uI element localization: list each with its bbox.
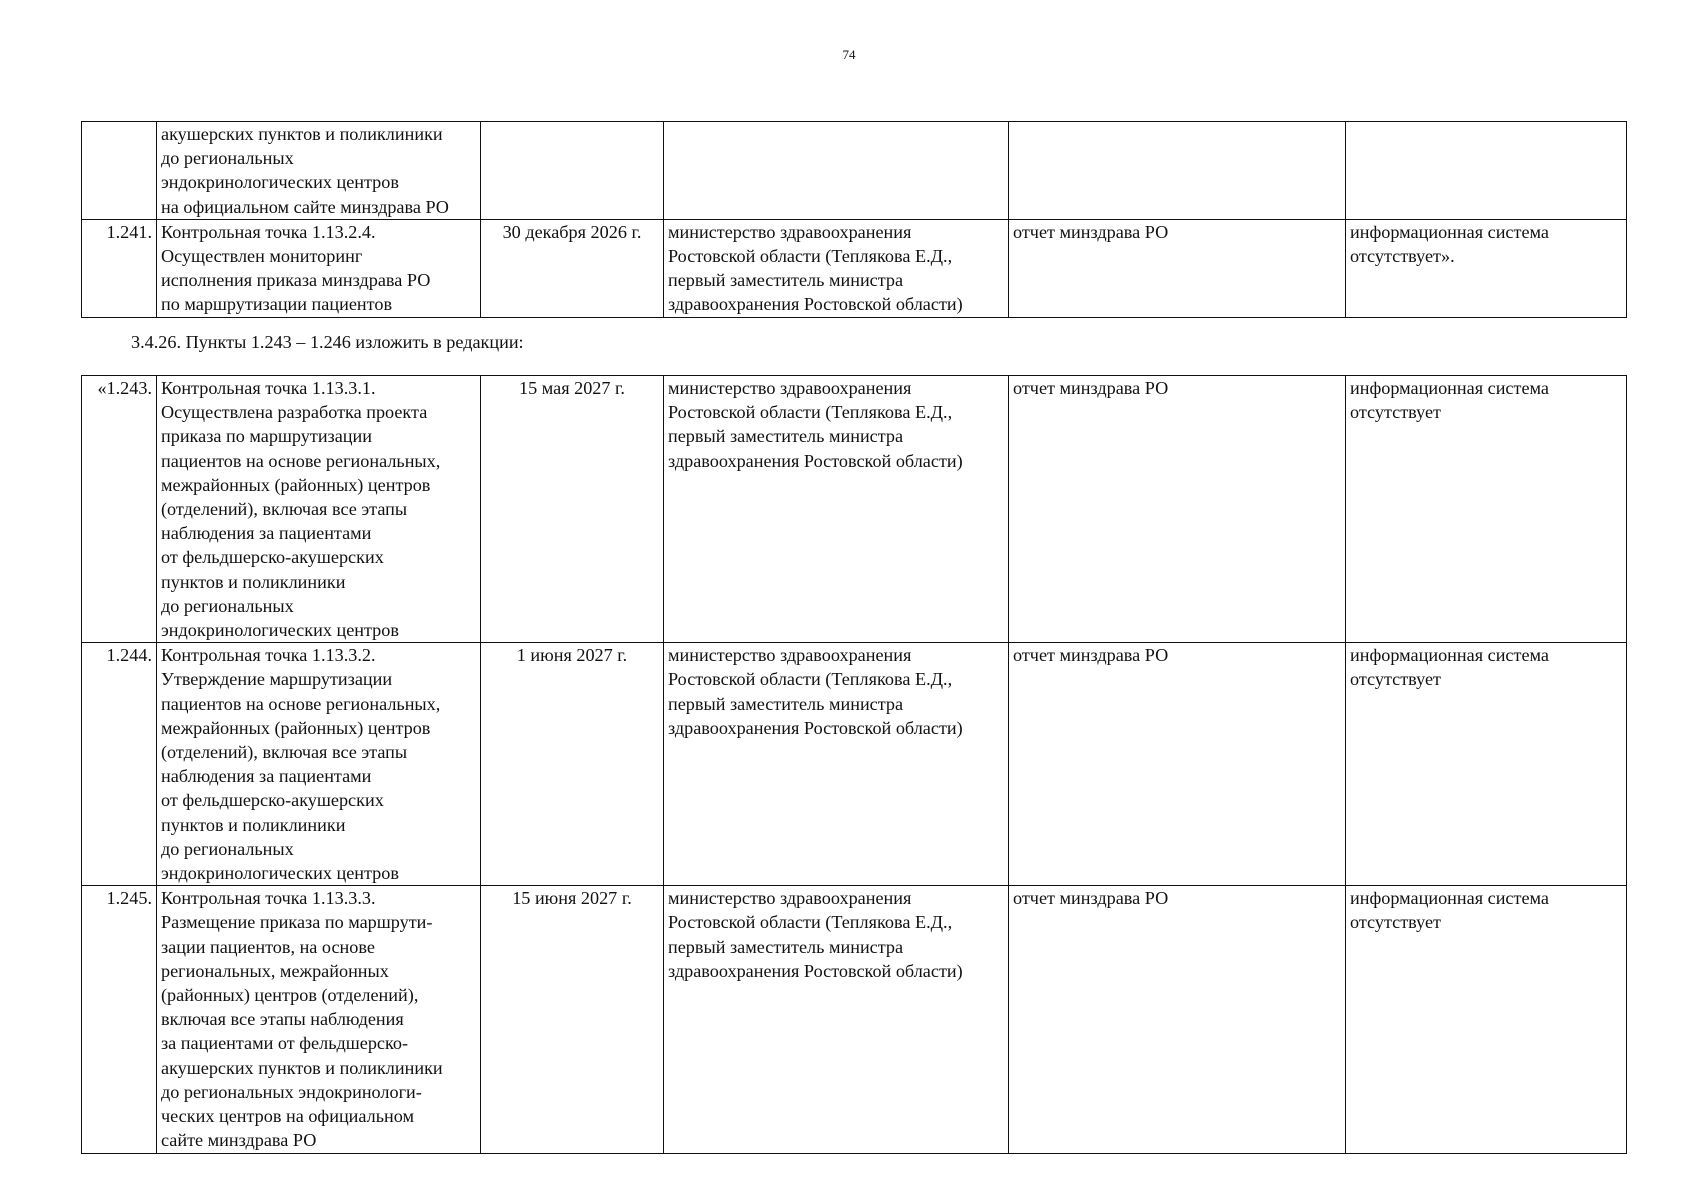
item-responsible-line: министерство здравоохранения (668, 378, 912, 398)
item-description-line: (отделений), включая все этапы (161, 499, 408, 520)
item-responsible-line: здравоохранения Ростовской области) (668, 294, 963, 315)
item-description-line: пунктов и поликлиники (161, 571, 346, 592)
item-deadline (481, 122, 664, 220)
item-responsible-line: здравоохранения Ростовской области) (668, 717, 963, 738)
item-document: отчет минздрава РО (1009, 886, 1346, 1153)
item-description-line: ческих центров на официальном (161, 1106, 415, 1127)
item-description (157, 376, 481, 643)
table-row (82, 219, 1627, 317)
item-information-system-line: информационная система (1350, 378, 1549, 398)
item-description-line: эндокринологических центров (161, 172, 399, 193)
item-description (157, 219, 481, 317)
item-document (1009, 122, 1346, 220)
table-row (82, 122, 1627, 220)
item-description-line: зации пациентов, на основе (161, 936, 375, 957)
item-responsible-line: здравоохранения Ростовской области) (668, 960, 963, 981)
item-description-line: пунктов и поликлиники (161, 814, 346, 835)
section-note: 3.4.26. Пункты 1.243 – 1.246 изложить в редакции: (131, 332, 524, 352)
item-responsible (664, 219, 1009, 317)
item-deadline: 15 мая 2027 г. (481, 376, 664, 643)
item-description-line: эндокринологических центров (161, 863, 399, 884)
item-deadline: 1 июня 2027 г. (481, 643, 664, 886)
plan-table-new-edition (81, 375, 1627, 1154)
item-information-system-line: информационная система (1350, 221, 1549, 242)
item-number: «1.243. (82, 376, 157, 643)
item-information-system (1346, 219, 1627, 317)
item-description-line: включая все этапы наблюдения (161, 1009, 404, 1030)
item-responsible-line: министерство здравоохранения (668, 645, 912, 666)
item-responsible (664, 122, 1009, 220)
item-description-line: Контрольная точка 1.13.3.1. (161, 378, 376, 398)
item-description-line: на официальном сайте минздрава РО (161, 196, 449, 217)
item-number: 1.241. (82, 219, 157, 317)
item-deadline: 30 декабря 2026 г. (481, 219, 664, 317)
item-information-system (1346, 886, 1627, 1153)
item-responsible-line: Ростовской области (Теплякова Е.Д., (668, 246, 953, 267)
item-number: 1.245. (82, 886, 157, 1153)
item-description-line: (отделений), включая все этапы (161, 742, 408, 763)
item-information-system-line: информационная система (1350, 888, 1549, 909)
item-description-line: исполнения приказа минздрава РО (161, 270, 431, 291)
item-description-line: пациентов на основе региональных, (161, 693, 441, 714)
item-description-line: до региональных эндокринологи- (161, 1081, 422, 1102)
item-description-line: за пациентами от фельдшерско- (161, 1033, 409, 1054)
item-description (157, 122, 481, 220)
item-description-line: наблюдения за пациентами (161, 766, 372, 787)
table-row (82, 643, 1627, 886)
item-responsible-line: Ростовской области (Теплякова Е.Д., (668, 912, 953, 933)
item-information-system-line: отсутствует (1350, 402, 1441, 423)
item-description-line: Утверждение маршрутизации (161, 669, 393, 690)
item-responsible-line: первый заместитель министра (668, 693, 904, 714)
item-description-line: наблюдения за пациентами (161, 523, 372, 544)
item-description-line: пациентов на основе региональных, (161, 450, 441, 471)
item-description-line: региональных, межрайонных (161, 960, 389, 981)
item-information-system-line: информационная система (1350, 645, 1549, 666)
item-description-line: Контрольная точка 1.13.3.3. (161, 888, 376, 909)
table-row (82, 376, 1627, 643)
item-description-line: Осуществлена разработка проекта (161, 402, 428, 423)
item-description-line: от фельдшерско-акушерских (161, 547, 384, 568)
item-responsible-line: Ростовской области (Теплякова Е.Д., (668, 402, 953, 423)
plan-table-continued (81, 121, 1627, 318)
item-description-line: акушерских пунктов и поликлиники (161, 124, 443, 144)
item-responsible-line: первый заместитель министра (668, 426, 904, 447)
item-information-system-line: отсутствует (1350, 669, 1441, 690)
item-description-line: Контрольная точка 1.13.3.2. (161, 645, 376, 666)
item-responsible-line: министерство здравоохранения (668, 221, 912, 242)
item-description-line: межрайонных (районных) центров (161, 717, 431, 738)
item-information-system-line: отсутствует». (1350, 246, 1455, 267)
item-responsible-line: первый заместитель министра (668, 936, 904, 957)
item-description-line: Осуществлен мониторинг (161, 246, 363, 267)
item-document: отчет минздрава РО (1009, 219, 1346, 317)
item-responsible-line: здравоохранения Ростовской области) (668, 450, 963, 471)
item-number (82, 122, 157, 220)
item-description (157, 886, 481, 1153)
item-document: отчет минздрава РО (1009, 376, 1346, 643)
item-responsible-line: министерство здравоохранения (668, 888, 912, 909)
item-description-line: Контрольная точка 1.13.2.4. (161, 221, 376, 242)
item-responsible (664, 643, 1009, 886)
item-information-system-line: отсутствует (1350, 912, 1441, 933)
item-description-line: до региональных (161, 148, 294, 169)
item-information-system (1346, 643, 1627, 886)
item-description-line: до региональных (161, 595, 294, 616)
item-description-line: Размещение приказа по маршрути- (161, 912, 433, 933)
item-description-line: эндокринологических центров (161, 620, 399, 641)
item-description-line: по маршрутизации пациентов (161, 294, 393, 315)
item-description-line: от фельдшерско-акушерских (161, 790, 384, 811)
item-description (157, 643, 481, 886)
item-number: 1.244. (82, 643, 157, 886)
item-description-line: межрайонных (районных) центров (161, 474, 431, 495)
item-responsible-line: Ростовской области (Теплякова Е.Д., (668, 669, 953, 690)
item-description-line: приказа по маршрутизации (161, 426, 373, 447)
item-responsible-line: первый заместитель министра (668, 270, 904, 291)
item-responsible (664, 886, 1009, 1153)
table-row (82, 886, 1627, 1153)
item-description-line: сайте минздрава РО (161, 1130, 317, 1151)
item-description-line: до региональных (161, 838, 294, 859)
item-description-line: (районных) центров (отделений), (161, 985, 419, 1006)
item-information-system (1346, 122, 1627, 220)
item-description-line: акушерских пунктов и поликлиники (161, 1057, 443, 1078)
item-deadline: 15 июня 2027 г. (481, 886, 664, 1153)
item-responsible (664, 376, 1009, 643)
page-number: 74 (842, 47, 856, 62)
item-information-system (1346, 376, 1627, 643)
item-document: отчет минздрава РО (1009, 643, 1346, 886)
